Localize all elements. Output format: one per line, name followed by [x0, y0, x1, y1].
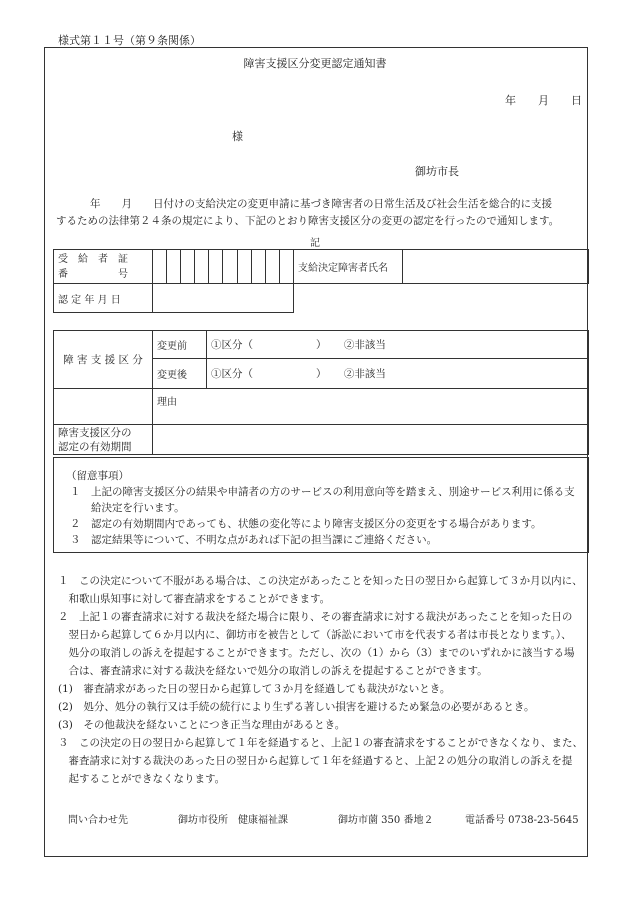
document-title: 障害支援区分変更認定通知書 [243, 57, 387, 70]
after-option-none[interactable]: ②非該当 [343, 368, 386, 380]
addressee-suffix: 様 [232, 130, 243, 143]
contact-phone: 電話番号 0738-23-5645 [465, 815, 579, 826]
sub-item-2: (2) 処分、処分の執行又は手続の続行により生ずる著しい損害を避けるため緊急の必要があるとき。 [58, 701, 535, 713]
date-month-label: 月 [538, 94, 549, 107]
before-option-none[interactable]: ②非該当 [343, 339, 386, 351]
holder-name-field[interactable] [403, 250, 589, 284]
notes-box [53, 457, 589, 553]
reason-field[interactable] [153, 389, 589, 425]
category-label: 障 害 支 援 区 分 [54, 331, 153, 389]
after-options[interactable] [207, 359, 589, 389]
before-options[interactable] [207, 331, 589, 359]
sub-item-1: (1) 審査請求があった日の翌日から起算して３か月を経過しても裁決がないとき。 [58, 683, 451, 695]
note-item-2: ２ 認定の有効期間内であっても、状態の変化等により障害支援区分の変更をする場合があります。 [70, 518, 542, 530]
intro-line-2: するための法律第２４条の規定により、下記のとおり障害支援区分の変更の認定を行ったので通知します。 [56, 215, 560, 227]
cert-date-label: 認 定 年 月 日 [54, 284, 153, 313]
para-3a: ３ この決定の日の翌日から起算して１年を経過すると、上記１の審査請求をすることができなくなり、また、 [58, 737, 583, 749]
para-2c: 処分の取消しの訴えを提起することができます。ただし、次の（1）から（3）までのいずれかに該当する場 [58, 647, 575, 659]
support-category-table [53, 330, 589, 455]
recipient-number-label: 受 給 者 証 番 号 [54, 250, 153, 284]
before-label: 変更前 [153, 331, 207, 359]
recipient-info-table [53, 249, 589, 313]
note-item-1a: １ 上記の障害支援区分の結果や申請者の方のサービスの利用意向等を踏まえ、別途サービス利用に係る支 [70, 486, 575, 498]
notes-heading: （留意事項） [66, 470, 129, 482]
cert-date-field[interactable] [153, 284, 294, 313]
para-2d: 合は、審査請求に対する裁決を経ないで処分の取消しの訴えを提起することができます。 [58, 665, 488, 677]
holder-name-label: 支給決定障害者氏名 [294, 250, 403, 284]
sub-item-3: (3) その他裁決を経ないことにつき正当な理由があるとき。 [58, 719, 346, 731]
note-item-1b: 給決定を行います。 [70, 502, 185, 514]
validity-field[interactable] [153, 425, 589, 455]
para-1b: 和歌山県知事に対して審査請求をすることができます。 [58, 593, 331, 605]
contact-office: 御坊市役所 健康福祉課 [178, 815, 288, 826]
recipient-number-field[interactable] [153, 250, 294, 284]
contact-address: 御坊市薗 350 番地２ [338, 815, 434, 826]
before-option-category[interactable]: ①区分（ ） [211, 339, 327, 351]
reason-label: 理由 [157, 397, 177, 408]
para-3c: 起することができなくなります。 [58, 773, 226, 785]
validity-label: 障害支援区分の 認定の有効期間 [54, 425, 153, 455]
date-day-label: 日 [571, 94, 582, 107]
para-1a: １ この決定について不服がある場合は、この決定があったことを知った日の翌日から起算して３か月以内に、 [58, 575, 583, 587]
ki-heading: 記 [310, 238, 320, 249]
after-label: 変更後 [153, 359, 207, 389]
para-2a: ２ 上記１の審査請求に対する裁決を経た場合に限り、その審査請求に対する裁決があったことを知った日の [58, 611, 573, 623]
contact-label: 問い合わせ先 [68, 815, 128, 826]
appeal-notice [58, 572, 588, 788]
form-number-label: 様式第１１号（第９条関係） [58, 34, 201, 47]
after-option-category[interactable]: ①区分（ ） [211, 368, 327, 380]
para-2b: 翌日から起算して６か月以内に、御坊市を被告として（訴訟において市を代表する者は市長となります。）、 [58, 629, 572, 641]
para-3b: 審査請求に対する裁決のあった日の翌日から起算して１年を経過すると、上記２の処分の取消しの訴えを提 [58, 755, 573, 767]
intro-line-1: 年 月 日付けの支給決定の変更申請に基づき障害者の日常生活及び社会生活を総合的に支援 [90, 198, 552, 210]
issuer-name: 御坊市長 [415, 165, 459, 178]
date-year-label: 年 [505, 94, 516, 107]
note-item-3: ３ 認定結果等について、不明な点があれば下記の担当課にご連絡ください。 [70, 534, 438, 546]
